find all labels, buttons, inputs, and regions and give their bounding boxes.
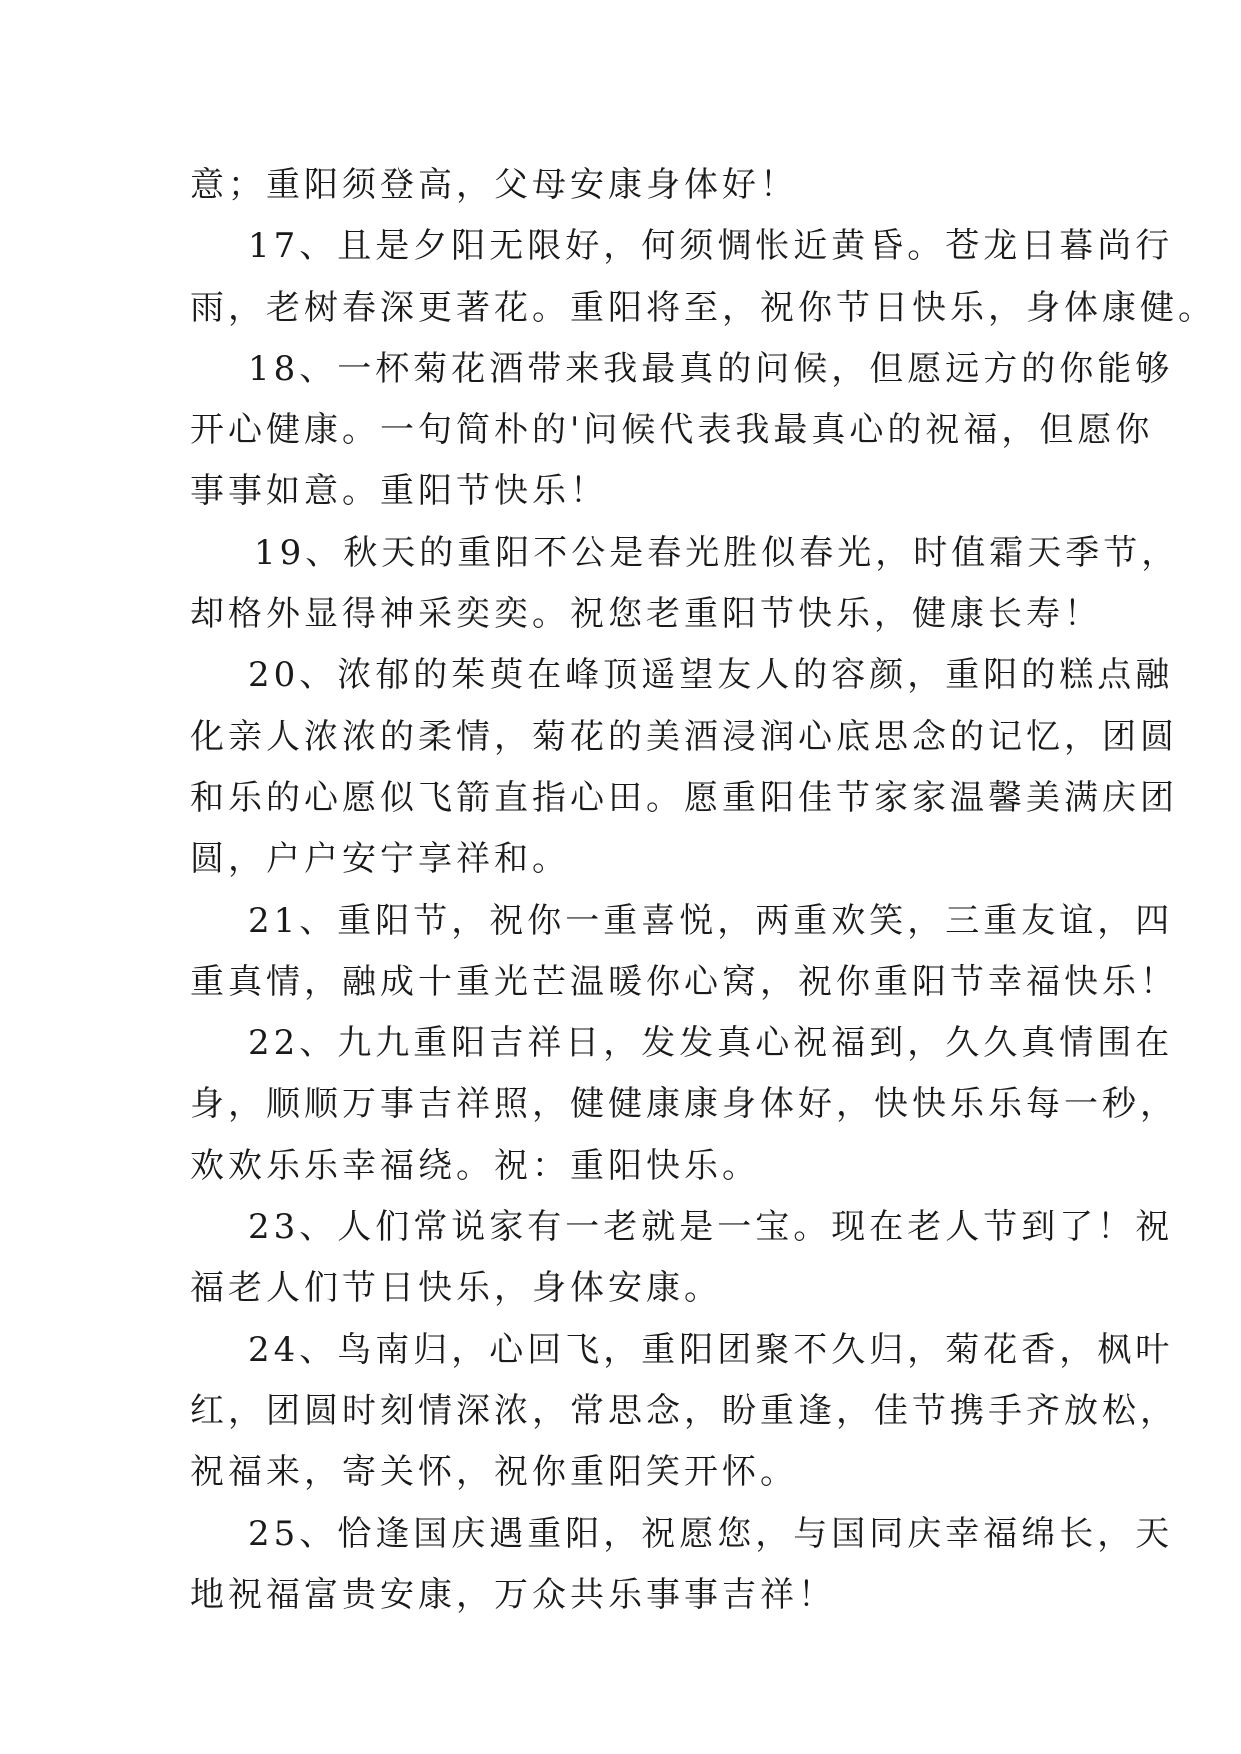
text-line: 红，团圆时刻情深浓，常思念，盼重逢，佳节携手齐放松， xyxy=(190,1390,1178,1431)
text-line: 圆，户户安宁享祥和。 xyxy=(190,839,570,880)
text-line: 祝福来，寄关怀，祝你重阳笑开怀。 xyxy=(190,1452,798,1493)
text-line: 却格外显得神采奕奕。祝您老重阳节快乐，健康长寿！ xyxy=(190,594,1102,635)
text-line: 重真情，融成十重光芒温暖你心窝，祝你重阳节幸福快乐！ xyxy=(190,961,1178,1002)
text-line: 25、恰逢国庆遇重阳，祝愿您，与国同庆幸福绵长，天 xyxy=(248,1513,1174,1554)
text-line: 21、重阳节，祝你一重喜悦，两重欢笑，三重友谊，四 xyxy=(248,900,1174,941)
text-line: 意；重阳须登高，父母安康身体好！ xyxy=(190,165,798,205)
text-line: 22、九九重阳吉祥日，发发真心祝福到，久久真情围在 xyxy=(248,1023,1174,1064)
text-line: 和乐的心愿似飞箭直指心田。愿重阳佳节家家温馨美满庆团 xyxy=(190,777,1178,818)
text-line: 23、人们常说家有一老就是一宝。现在老人节到了！祝 xyxy=(248,1207,1174,1248)
document-body xyxy=(190,155,1216,1626)
text-line: 欢欢乐乐幸福绕。祝：重阳快乐。 xyxy=(190,1145,760,1186)
text-line: 化亲人浓浓的柔情，菊花的美酒浸润心底思念的记忆，团圆 xyxy=(190,716,1178,757)
text-line: 19、秋天的重阳不公是春光胜似春光，时值霜天季节， xyxy=(254,532,1180,573)
text-line: 雨，老树春深更著花。重阳将至，祝你节日快乐，身体康健。 xyxy=(190,287,1216,328)
text-line: 20、浓郁的茱萸在峰顶遥望友人的容颜，重阳的糕点融 xyxy=(248,655,1174,696)
text-line: 17、且是夕阳无限好，何须惆怅近黄昏。苍龙日暮尚行 xyxy=(248,226,1174,267)
text-line: 事事如意。重阳节快乐！ xyxy=(190,471,608,512)
text-line: 身，顺顺万事吉祥照，健健康康身体好，快快乐乐每一秒， xyxy=(190,1084,1178,1125)
text-line: 福老人们节日快乐，身体安康。 xyxy=(190,1268,722,1309)
text-line: 地祝福富贵安康，万众共乐事事吉祥！ xyxy=(190,1574,836,1615)
text-line: 18、一杯菊花酒带来我最真的问候，但愿远方的你能够 xyxy=(248,348,1174,389)
text-line: 开心健康。一句简朴的'问候代表我最真心的祝福，但愿你 xyxy=(190,410,1154,451)
text-line: 24、鸟南归，心回飞，重阳团聚不久归，菊花香，枫叶 xyxy=(248,1329,1174,1370)
